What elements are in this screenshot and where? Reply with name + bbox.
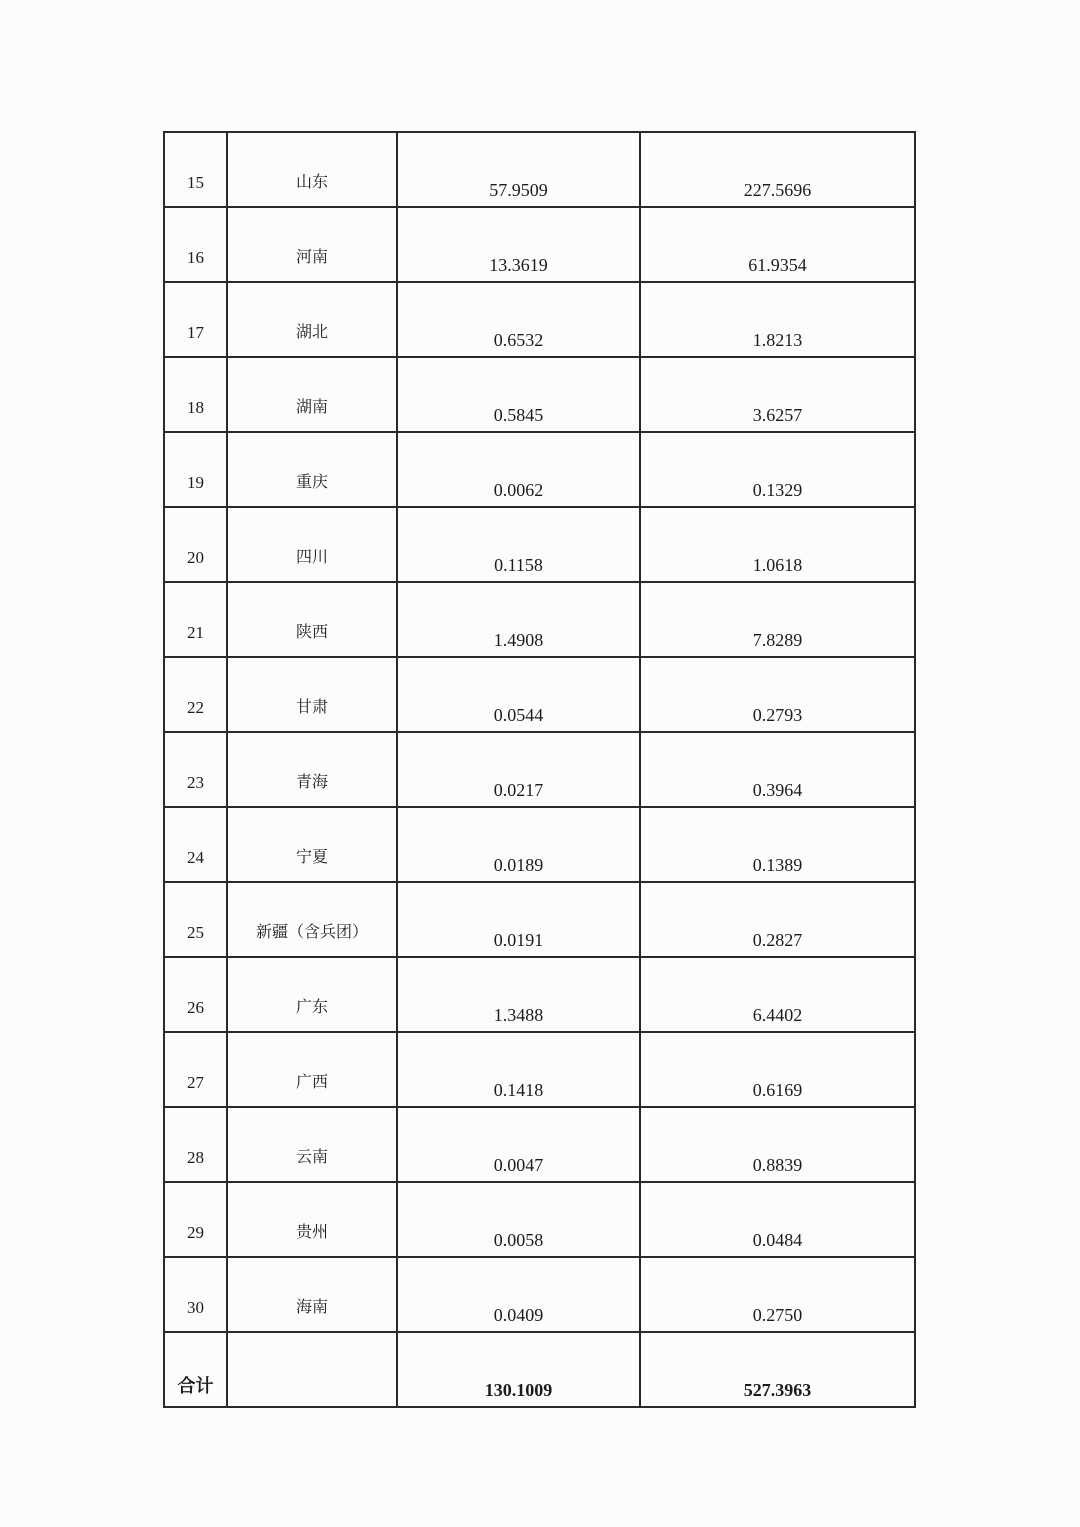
- row-index-cell: 17: [164, 282, 227, 357]
- table-row: [164, 732, 915, 807]
- province-cell: 四川: [227, 507, 397, 582]
- value1-cell: 0.0544: [397, 657, 640, 732]
- value2-cell: 0.0484: [640, 1182, 915, 1257]
- row-index-cell: 23: [164, 732, 227, 807]
- value1-cell: 0.1418: [397, 1032, 640, 1107]
- province-cell: 新疆（含兵团）: [227, 882, 397, 957]
- value2-cell: 0.8839: [640, 1107, 915, 1182]
- table-row: [164, 432, 915, 507]
- table-total-row: [164, 1332, 915, 1407]
- row-index-cell: 29: [164, 1182, 227, 1257]
- table-row: [164, 132, 915, 207]
- value1-cell: 0.1158: [397, 507, 640, 582]
- total-empty-cell: [227, 1332, 397, 1407]
- value2-cell: 0.3964: [640, 732, 915, 807]
- row-index-cell: 18: [164, 357, 227, 432]
- table-row: [164, 357, 915, 432]
- value1-cell: 0.5845: [397, 357, 640, 432]
- value2-cell: 0.1389: [640, 807, 915, 882]
- value2-cell: 1.0618: [640, 507, 915, 582]
- table-row: [164, 1107, 915, 1182]
- value1-cell: 0.0062: [397, 432, 640, 507]
- row-index-cell: 22: [164, 657, 227, 732]
- table-row: [164, 1182, 915, 1257]
- value2-cell: 3.6257: [640, 357, 915, 432]
- province-cell: 青海: [227, 732, 397, 807]
- value1-cell: 0.0189: [397, 807, 640, 882]
- row-index-cell: 15: [164, 132, 227, 207]
- value2-cell: 0.6169: [640, 1032, 915, 1107]
- row-index-cell: 26: [164, 957, 227, 1032]
- value1-cell: 0.0409: [397, 1257, 640, 1332]
- province-cell: 宁夏: [227, 807, 397, 882]
- row-index-cell: 24: [164, 807, 227, 882]
- value2-cell: 61.9354: [640, 207, 915, 282]
- value2-cell: 1.8213: [640, 282, 915, 357]
- table-row: [164, 1032, 915, 1107]
- row-index-cell: 19: [164, 432, 227, 507]
- value2-cell: 0.2827: [640, 882, 915, 957]
- province-cell: 甘肃: [227, 657, 397, 732]
- province-cell: 贵州: [227, 1182, 397, 1257]
- table-row: [164, 657, 915, 732]
- row-index-cell: 20: [164, 507, 227, 582]
- province-cell: 广东: [227, 957, 397, 1032]
- value1-cell: 0.0217: [397, 732, 640, 807]
- value1-cell: 1.4908: [397, 582, 640, 657]
- total-value1-cell: 130.1009: [397, 1332, 640, 1407]
- value2-cell: 0.2793: [640, 657, 915, 732]
- table-row: [164, 882, 915, 957]
- row-index-cell: 27: [164, 1032, 227, 1107]
- row-index-cell: 16: [164, 207, 227, 282]
- table-row: [164, 807, 915, 882]
- province-cell: 湖南: [227, 357, 397, 432]
- province-cell: 河南: [227, 207, 397, 282]
- value1-cell: 0.0191: [397, 882, 640, 957]
- value1-cell: 0.6532: [397, 282, 640, 357]
- data-table: [163, 131, 916, 1408]
- province-cell: 陕西: [227, 582, 397, 657]
- province-cell: 云南: [227, 1107, 397, 1182]
- row-index-cell: 28: [164, 1107, 227, 1182]
- table-row: [164, 207, 915, 282]
- row-index-cell: 25: [164, 882, 227, 957]
- value1-cell: 1.3488: [397, 957, 640, 1032]
- table-row: [164, 582, 915, 657]
- value1-cell: 57.9509: [397, 132, 640, 207]
- table-row: [164, 1257, 915, 1332]
- row-index-cell: 21: [164, 582, 227, 657]
- total-value2-cell: 527.3963: [640, 1332, 915, 1407]
- value1-cell: 0.0047: [397, 1107, 640, 1182]
- province-cell: 湖北: [227, 282, 397, 357]
- table-row: [164, 282, 915, 357]
- value1-cell: 0.0058: [397, 1182, 640, 1257]
- value1-cell: 13.3619: [397, 207, 640, 282]
- value2-cell: 0.2750: [640, 1257, 915, 1332]
- province-cell: 广西: [227, 1032, 397, 1107]
- province-cell: 海南: [227, 1257, 397, 1332]
- value2-cell: 6.4402: [640, 957, 915, 1032]
- value2-cell: 227.5696: [640, 132, 915, 207]
- value2-cell: 7.8289: [640, 582, 915, 657]
- row-index-cell: 30: [164, 1257, 227, 1332]
- province-cell: 重庆: [227, 432, 397, 507]
- table-row: [164, 957, 915, 1032]
- total-label-cell: 合计: [164, 1332, 227, 1407]
- province-cell: 山东: [227, 132, 397, 207]
- table-row: [164, 507, 915, 582]
- value2-cell: 0.1329: [640, 432, 915, 507]
